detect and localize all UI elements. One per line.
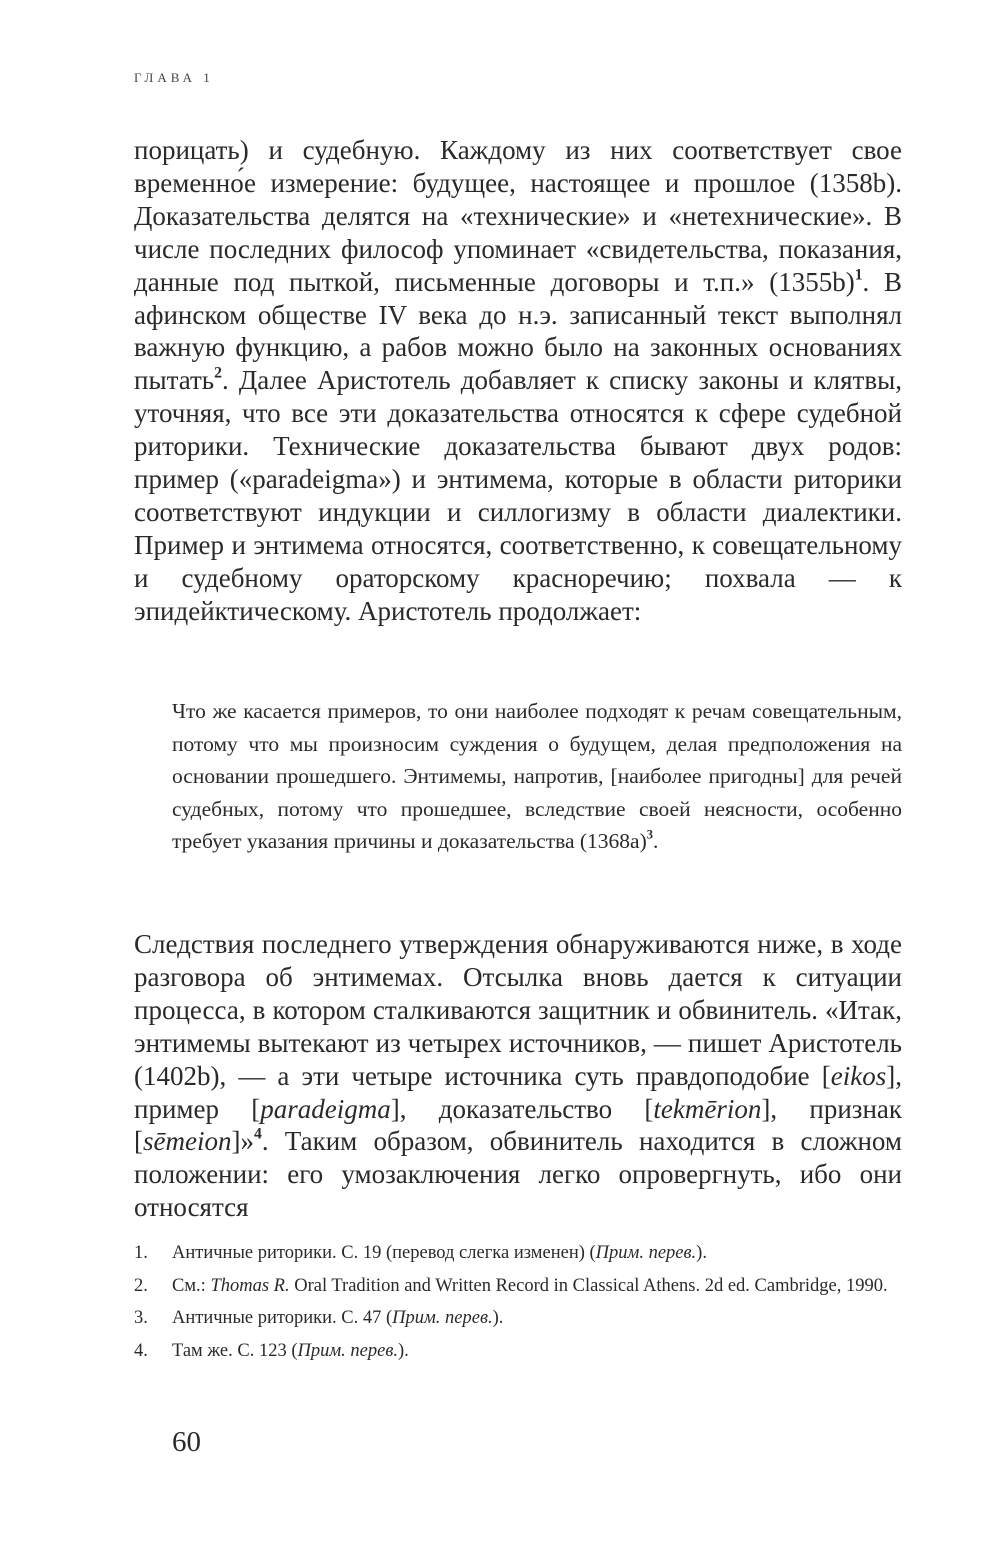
footnote-3	[134, 1306, 902, 1330]
block-quote	[172, 695, 902, 858]
term-eikos: eikos	[830, 1060, 887, 1091]
translator-note: Прим. перев.	[297, 1340, 399, 1361]
term-tekmerion: tekmērion	[653, 1093, 762, 1124]
footnote-number: 3.	[134, 1308, 148, 1328]
paragraph-2	[134, 928, 902, 1224]
footnote-ref-4[interactable]: 4	[253, 1125, 262, 1143]
footnote-1	[134, 1241, 902, 1265]
paragraph-2-text-c: ], доказательство [	[390, 1093, 654, 1124]
paragraph-1-text-c: . Далее Аристотель добавляет к списку законы и клятвы, уточняя, что все эти доказательства относятся к сфере судебной риторики. Технические доказательства бывают двух родов: пример («paradeigma») и энтимема, которые в области риторики соответствуют индукции и силлогизму в области диалектики. Пример и энтимема относятся, соответственно, к совещательному и судебному ораторскому красноречию; похвала — к эпидейктическому. Аристотель продолжает:	[134, 365, 902, 626]
footnote-body: Античные риторики. С. 47 (	[172, 1308, 393, 1328]
footnote-end: ).	[398, 1340, 409, 1361]
footnote-4	[134, 1339, 902, 1363]
footnotes	[134, 1241, 902, 1371]
block-quote-end: .	[653, 829, 659, 854]
paragraph-2-text-d: ], признак [	[134, 1093, 903, 1157]
footnote-body: Там же. С. 123 (	[172, 1340, 298, 1361]
footnote-ref-2[interactable]: 2	[214, 364, 222, 382]
footnote-body: Античные риторики. С. 19 (перевод слегка изменен) (	[172, 1243, 596, 1263]
footnote-number: 4.	[134, 1340, 148, 1361]
paragraph-2-text-e: ]»	[231, 1126, 254, 1157]
paragraph-2-text-a: Следствия последнего утверждения обнаруживаются ниже, в ходе разговора об энтимемах. Отсылка вновь дается к ситуации процесса, в котором сталкиваются защитник и обвинитель. «Итак, энтимемы вытекают из четырех источников, — пишет Аристотель (1402b), — а эти четыре источника суть правдоподобие [	[134, 929, 902, 1091]
footnote-author: Thomas R.	[210, 1275, 290, 1296]
footnote-ref-1[interactable]: 1	[854, 265, 863, 283]
running-head: ГЛАВА 1	[134, 70, 214, 85]
footnote-prefix: См.:	[172, 1275, 211, 1296]
footnote-2	[134, 1274, 902, 1298]
term-semeion: sēmeion	[143, 1126, 232, 1157]
paragraph-1-text-a: порицать) и судебную. Каждому из них соответствует свое временно́е измерение: будущее, настоящее и прошлое (1358b). Доказательства делятся на «технические» и «нетехнические». В числе последних философ упоминает «свидетельства, показания, данные под пыткой, письменные договоры и т.п.» (1355b)	[134, 135, 902, 297]
block-quote-text: Что же касается примеров, то они наиболее подходят к речам совещательным, потому что мы произносим суждения о будущем, делая предположения на основании прошедшего. Энтимемы, напротив, [наиболее пригодны] для речей судебных, потому что прошедшее, вследствие своей неясности, особенно требует указания причины и доказательства (1368a)	[172, 699, 902, 854]
page-number: 60	[172, 1426, 201, 1458]
footnote-end: ).	[696, 1243, 707, 1263]
translator-note: Прим. перев.	[595, 1243, 697, 1263]
paragraph-2-text-f: . Таким образом, обвинитель находится в сложном положении: его умозаключения легко опровергнуть, ибо они относятся	[134, 1126, 902, 1223]
paragraph-1	[134, 134, 902, 628]
footnote-end: ).	[492, 1308, 504, 1328]
footnote-ref-3[interactable]: 3	[646, 828, 653, 843]
paragraph-2-text-b: ], пример [	[134, 1060, 902, 1124]
footnote-number: 2.	[134, 1275, 148, 1296]
term-paradeigma: paradeigma	[260, 1093, 391, 1124]
translator-note: Прим. перев.	[392, 1308, 493, 1328]
footnote-text	[172, 1306, 902, 1330]
footnote-text	[172, 1241, 902, 1265]
footnote-number: 1.	[134, 1243, 148, 1263]
footnote-text	[172, 1274, 902, 1298]
footnote-text	[172, 1339, 902, 1363]
paragraph-1-text-b: . В афинском обществе IV века до н.э. записанный текст выполнял важную функцию, а рабов можно было на законных основаниях пытать	[134, 266, 902, 396]
footnote-body: Oral Tradition and Written Record in Classical Athens. 2d ed. Cambridge, 1990.	[289, 1275, 888, 1296]
